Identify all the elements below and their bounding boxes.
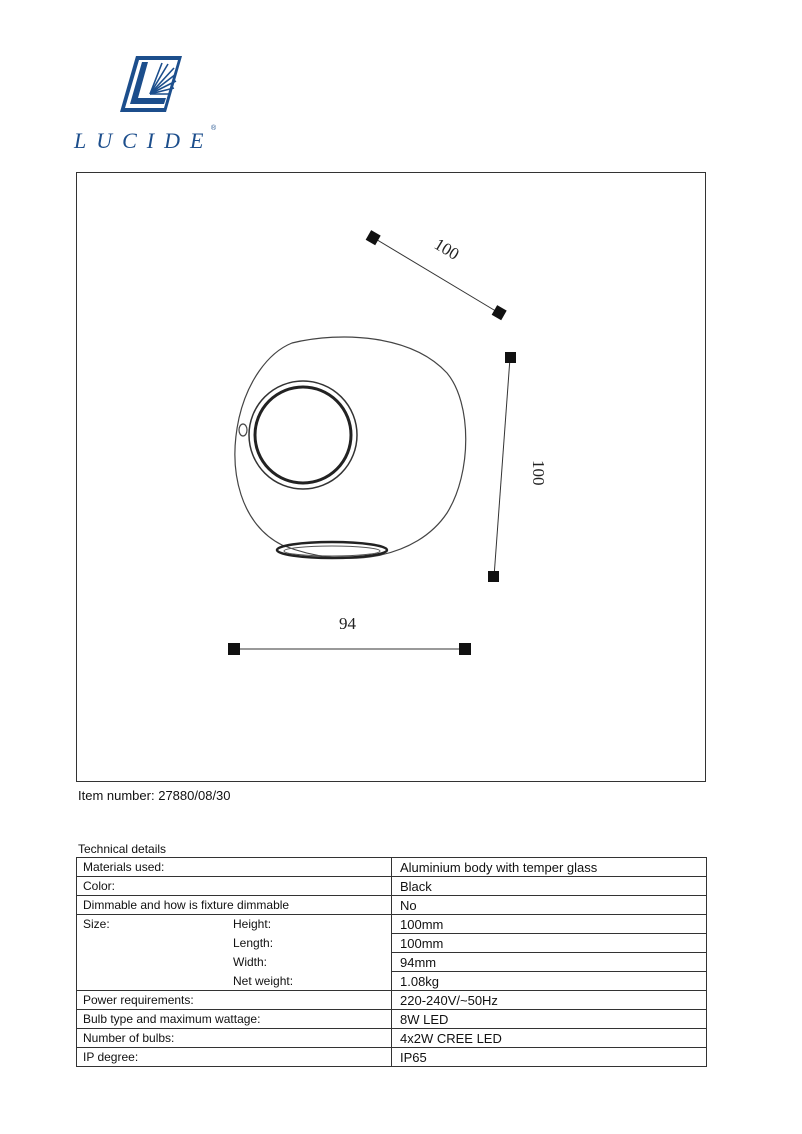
technical-drawing <box>76 172 706 782</box>
table-row <box>77 1048 707 1067</box>
table-row <box>77 972 707 991</box>
brand-name: LUCIDE <box>74 128 214 153</box>
brand-logo <box>74 54 224 158</box>
row-value: IP65 <box>392 1048 707 1067</box>
table-row <box>77 953 707 972</box>
size-sub-label: Width: <box>233 955 268 969</box>
row-value: No <box>392 896 707 915</box>
lamp-front-lens-outer <box>249 381 357 489</box>
size-label: Size: <box>83 917 110 932</box>
row-value: 8W LED <box>392 1010 707 1029</box>
table-row <box>77 991 707 1010</box>
table-row <box>77 1029 707 1048</box>
dim-marker <box>488 571 499 582</box>
lamp-drawing-svg <box>77 173 707 783</box>
row-label: IP degree: <box>77 1048 392 1067</box>
lucide-logo-icon <box>118 54 184 114</box>
row-value: 220-240V/~50Hz <box>392 991 707 1010</box>
row-label <box>77 915 392 934</box>
registered-mark: ® <box>211 125 217 132</box>
item-number-value: 27880/08/30 <box>158 788 231 803</box>
table-row <box>77 896 707 915</box>
row-value: 94mm <box>392 953 707 972</box>
row-value: 100mm <box>392 915 707 934</box>
row-label: Dimmable and how is fixture dimmable <box>77 896 392 915</box>
row-value: 4x2W CREE LED <box>392 1029 707 1048</box>
row-label <box>77 934 392 953</box>
lamp-screw <box>239 424 247 436</box>
item-number-label: Item number: <box>78 788 155 803</box>
row-label <box>77 953 392 972</box>
dimension-depth-label: 100 <box>430 234 463 264</box>
size-sub-label: Length: <box>233 936 274 950</box>
table-row <box>77 915 707 934</box>
dim-marker <box>228 643 240 655</box>
technical-details-title: Technical details <box>78 842 167 856</box>
row-value: Aluminium body with temper glass <box>392 858 707 877</box>
size-sub-label: Net weight: <box>233 973 294 988</box>
row-label: Color: <box>77 877 392 896</box>
dim-marker <box>505 352 516 363</box>
row-label <box>77 972 392 991</box>
technical-details-table <box>76 857 707 1067</box>
row-value: Black <box>392 877 707 896</box>
row-value: 1.08kg <box>392 972 707 991</box>
dim-marker <box>492 305 507 320</box>
table-row <box>77 934 707 953</box>
table-row <box>77 1010 707 1029</box>
lamp-front-lens-inner <box>255 387 351 483</box>
table-row <box>77 877 707 896</box>
row-value: 100mm <box>392 934 707 953</box>
dimension-height-label: 100 <box>529 460 548 486</box>
size-sub-label: Height: <box>233 917 272 932</box>
table-row <box>77 858 707 877</box>
row-label: Materials used: <box>77 858 392 877</box>
dim-marker <box>459 643 471 655</box>
dimension-width-label: 94 <box>339 614 356 633</box>
row-label: Bulb type and maximum wattage: <box>77 1010 392 1029</box>
row-label: Power requirements: <box>77 991 392 1010</box>
row-label: Number of bulbs: <box>77 1029 392 1048</box>
item-number <box>78 788 231 803</box>
dim-marker <box>366 230 381 245</box>
